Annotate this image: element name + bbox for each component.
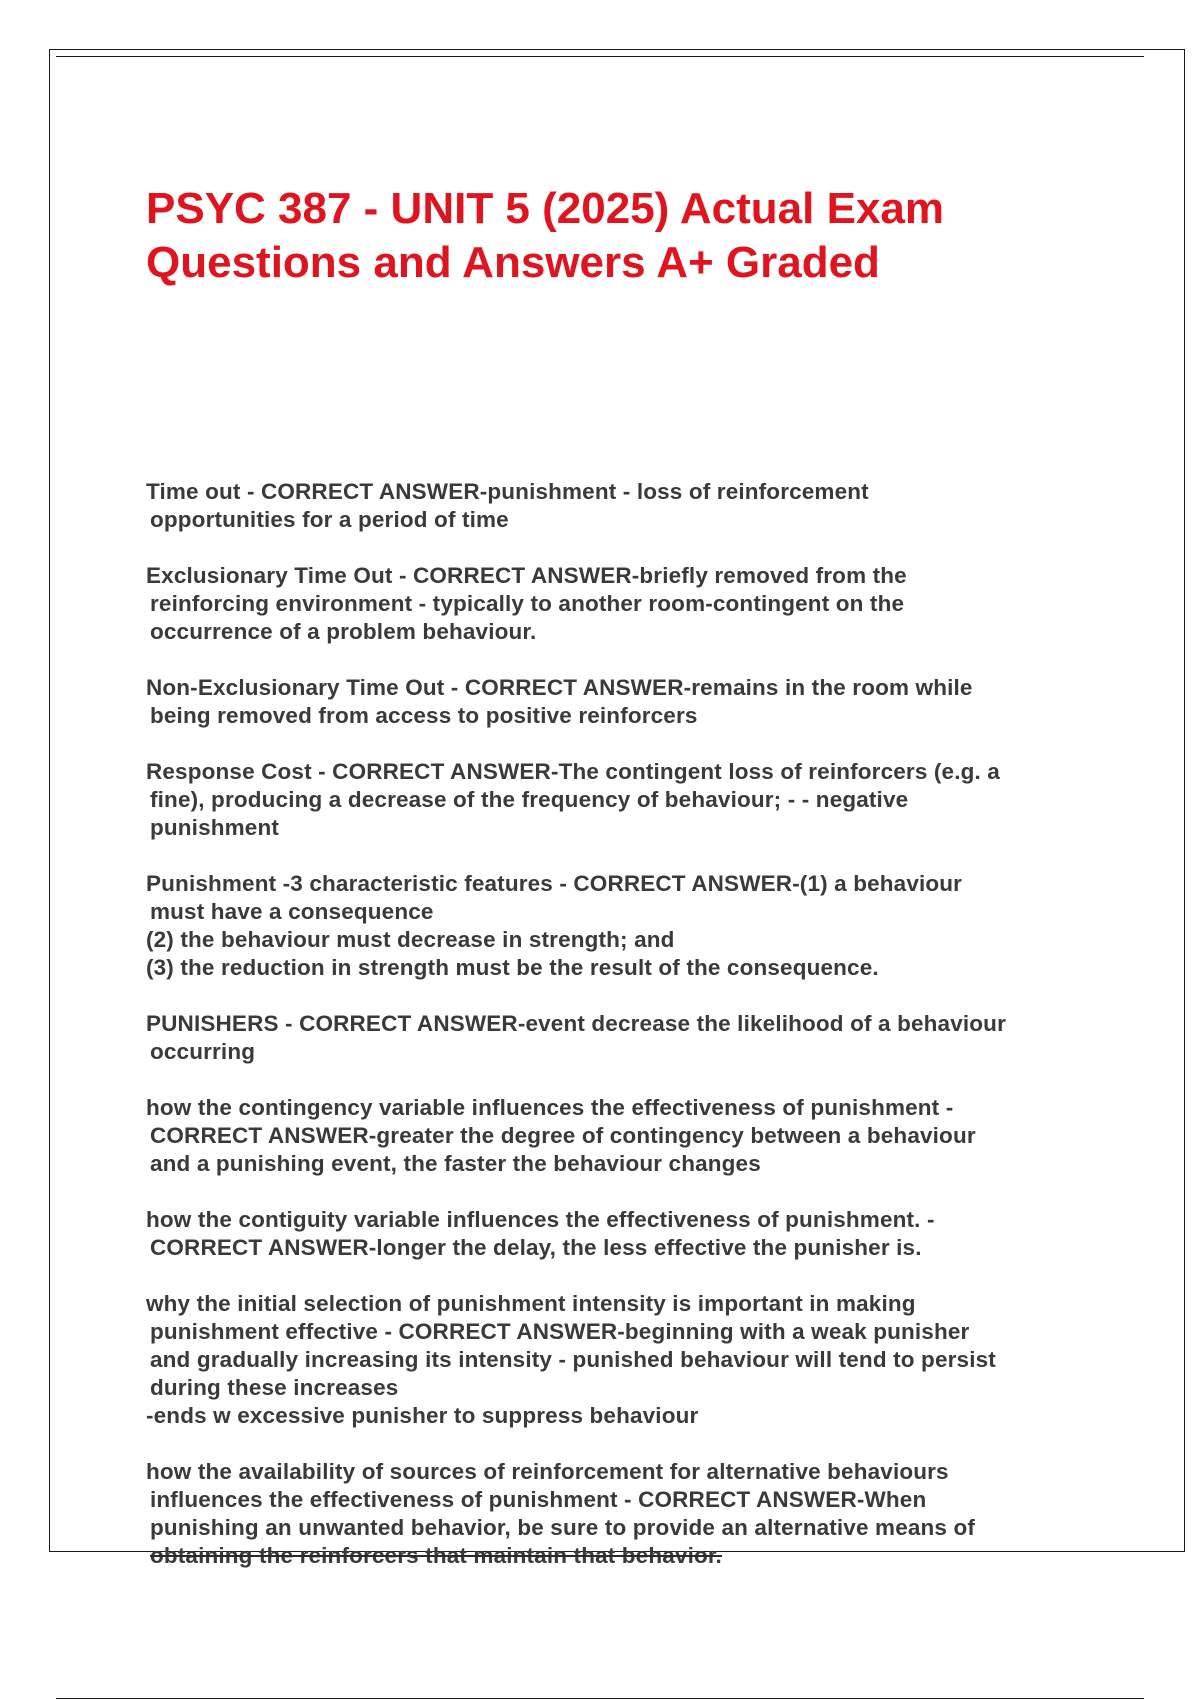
- qa-item: [146, 674, 1106, 730]
- qa-item: [146, 1458, 1106, 1570]
- qa-line: why the initial selection of punishment intensity is important in making: [146, 1291, 916, 1316]
- qa-item: [146, 1010, 1106, 1066]
- qa-item: [146, 1094, 1106, 1178]
- qa-line: (2) the behaviour must decrease in strength; and: [146, 927, 675, 952]
- qa-line: opportunities for a period of time: [150, 507, 509, 532]
- qa-line: fine), producing a decrease of the frequency of behaviour; - - negative: [150, 787, 909, 812]
- qa-line: and gradually increasing its intensity - punished behaviour will tend to persist: [150, 1347, 996, 1372]
- qa-line: during these increases: [150, 1375, 399, 1400]
- qa-line: Response Cost - CORRECT ANSWER-The contingent loss of reinforcers (e.g. a: [146, 759, 1000, 784]
- qa-line: occurrence of a problem behaviour.: [150, 619, 537, 644]
- qa-item: [146, 562, 1106, 646]
- qa-line: Time out - CORRECT ANSWER-punishment - loss of reinforcement: [146, 479, 869, 504]
- qa-line: CORRECT ANSWER-greater the degree of contingency between a behaviour: [150, 1123, 976, 1148]
- qa-item: [146, 870, 1106, 982]
- qa-line: reinforcing environment - typically to another room-contingent on the: [150, 591, 905, 616]
- qa-line: (3) the reduction in strength must be the result of the consequence.: [146, 955, 879, 980]
- qa-line: occurring: [150, 1039, 256, 1064]
- qa-line: punishment: [150, 815, 279, 840]
- qa-line: Punishment -3 characteristic features - CORRECT ANSWER-(1) a behaviour: [146, 871, 963, 896]
- qa-item: [146, 478, 1106, 534]
- qa-line: PUNISHERS - CORRECT ANSWER-event decrease the likelihood of a behaviour: [146, 1011, 1006, 1036]
- qa-line: Exclusionary Time Out - CORRECT ANSWER-briefly removed from the: [146, 563, 907, 588]
- title-line: PSYC 387 - UNIT 5 (2025) Actual Exam: [146, 184, 945, 233]
- qa-line: punishment effective - CORRECT ANSWER-beginning with a weak punisher: [150, 1319, 970, 1344]
- qa-line: obtaining the reinforcers that maintain that behavior.: [150, 1543, 722, 1568]
- qa-line: and a punishing event, the faster the behaviour changes: [150, 1151, 761, 1176]
- qa-line: -ends w excessive punisher to suppress behaviour: [146, 1403, 699, 1428]
- qa-line: CORRECT ANSWER-longer the delay, the less effective the punisher is.: [150, 1235, 922, 1260]
- qa-line: how the availability of sources of reinforcement for alternative behaviours: [146, 1459, 949, 1484]
- qa-item: [146, 1206, 1106, 1262]
- qa-line: must have a consequence: [150, 899, 434, 924]
- qa-line: Non-Exclusionary Time Out - CORRECT ANSWER-remains in the room while: [146, 675, 973, 700]
- qa-list: [146, 478, 1106, 1598]
- qa-line: how the contiguity variable influences the effectiveness of punishment. -: [146, 1207, 935, 1232]
- title-line: Questions and Answers A+ Graded: [146, 238, 880, 287]
- qa-item: [146, 1290, 1106, 1430]
- qa-line: being removed from access to positive reinforcers: [150, 703, 698, 728]
- qa-line: how the contingency variable influences the effectiveness of punishment -: [146, 1095, 954, 1120]
- document-title: [146, 182, 944, 290]
- bottom-rule: [56, 1698, 1144, 1699]
- qa-item: [146, 758, 1106, 842]
- qa-line: influences the effectiveness of punishment - CORRECT ANSWER-When: [150, 1487, 927, 1512]
- qa-line: punishing an unwanted behavior, be sure to provide an alternative means of: [150, 1515, 976, 1540]
- top-rule: [56, 56, 1144, 57]
